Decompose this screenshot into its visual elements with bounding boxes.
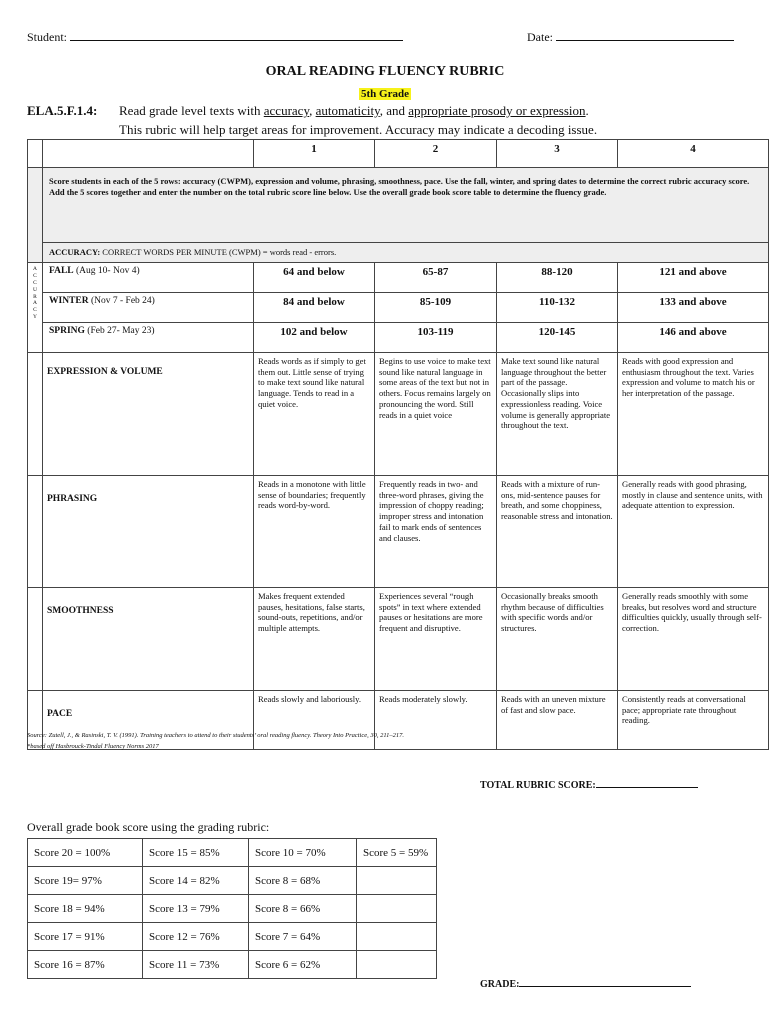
col-header-3: 3 (497, 140, 618, 168)
category-row-pace (28, 691, 769, 750)
score-cell: Score 20 = 100% (28, 839, 143, 867)
score-cell: Score 12 = 76% (143, 923, 249, 951)
accuracy-value: 121 and above (618, 263, 769, 293)
instructions-row (28, 168, 769, 243)
accuracy-value: 133 and above (618, 293, 769, 323)
score-cell (357, 951, 437, 979)
season-label: WINTER (Nov 7 - Feb 24) (43, 293, 254, 323)
category-desc: Reads with an uneven mixture of fast and slow pace. (497, 691, 618, 750)
category-desc: Reads in a monotone with little sense of boundaries; frequently reads word-by-word. (254, 476, 375, 588)
category-label: PACE (43, 691, 254, 750)
score-cell: Score 18 = 94% (28, 895, 143, 923)
accuracy-value: 88-120 (497, 263, 618, 293)
col-header-2: 2 (375, 140, 497, 168)
season-row-winter (28, 293, 769, 323)
grade-line (480, 979, 691, 990)
category-label: EXPRESSION & VOLUME (43, 353, 254, 476)
season-label: FALL (Aug 10- Nov 4) (43, 263, 254, 293)
accuracy-value: 64 and below (254, 263, 375, 293)
total-score-line (480, 780, 698, 791)
accuracy-description: ACCURACY: CORRECT WORDS PER MINUTE (CWPM) = words read - errors. (43, 243, 769, 263)
date-label: Date: (527, 30, 553, 44)
score-cell: Score 13 = 79% (143, 895, 249, 923)
side-blank (28, 168, 43, 263)
category-desc: Occasionally breaks smooth rhythm because of difficulties with specific words and/or structures. (497, 588, 618, 691)
category-desc: Consistently reads at conversational pace; appropriate rate throughout reading. (618, 691, 769, 750)
category-desc: Reads slowly and laboriously. (254, 691, 375, 750)
score-cell (357, 923, 437, 951)
category-row-smoothness (28, 588, 769, 691)
accuracy-value: 85-109 (375, 293, 497, 323)
side-blank (28, 353, 43, 476)
category-desc: Experiences several “rough spots” in text where extended pauses or hesitations are more frequent and disruptive. (375, 588, 497, 691)
season-label: SPRING (Feb 27- May 23) (43, 323, 254, 353)
rubric-table (27, 139, 769, 750)
score-row (28, 923, 437, 951)
score-row (28, 867, 437, 895)
score-table (27, 838, 437, 979)
date-blank[interactable] (556, 40, 734, 41)
grade-level: 5th Grade (361, 88, 409, 100)
score-cell: Score 17 = 91% (28, 923, 143, 951)
total-score-label: TOTAL RUBRIC SCORE: (480, 780, 596, 791)
student-line (27, 30, 403, 45)
accuracy-value: 102 and below (254, 323, 375, 353)
standard-note: This rubric will help target areas for improvement. Accuracy may indicate a decoding issue. (119, 122, 598, 137)
score-cell (357, 867, 437, 895)
score-cell: Score 10 = 70% (249, 839, 357, 867)
category-desc: Generally reads with good phrasing, mostly in clause and sentence units, with adequate attention to expression. (618, 476, 769, 588)
date-line (527, 30, 734, 45)
accuracy-vertical-label: A C C U R A C Y (28, 263, 43, 353)
score-cell (357, 895, 437, 923)
season-row-fall (28, 263, 769, 293)
score-cell: Score 7 = 64% (249, 923, 357, 951)
score-cell: Score 14 = 82% (143, 867, 249, 895)
category-row-expression (28, 353, 769, 476)
score-cell: Score 6 = 62% (249, 951, 357, 979)
header-blank (43, 140, 254, 168)
grade-label: GRADE: (480, 979, 520, 990)
standard-code: ELA.5.F.1.4: (27, 103, 98, 118)
accuracy-value: 65-87 (375, 263, 497, 293)
category-desc: Make text sound like natural language throughout the better part of the passage. Occasionally slips into expressionless reading. Voice volume is generally appropriate throughout the text. (497, 353, 618, 476)
score-cell: Score 8 = 68% (249, 867, 357, 895)
norms-note: *based off Hasbrouck-Tindal Fluency Norms 2017 (27, 743, 159, 750)
score-cell: Score 5 = 59% (357, 839, 437, 867)
category-row-phrasing (28, 476, 769, 588)
category-desc: Begins to use voice to make text sound like natural language in some areas of the text but not in others. Focus remains largely on pronouncing the word. Still reads in a quiet voice (375, 353, 497, 476)
season-row-spring (28, 323, 769, 353)
category-label: PHRASING (43, 476, 254, 588)
standard-text: Read grade level texts with accuracy, automaticity, and appropriate prosody or expression. (119, 103, 589, 118)
page-title: ORAL READING FLUENCY RUBRIC (265, 64, 505, 79)
score-cell: Score 11 = 73% (143, 951, 249, 979)
category-label: SMOOTHNESS (43, 588, 254, 691)
category-desc: Reads with a mixture of run-ons, mid-sentence pauses for breath, and some choppiness, reasonable stress and intonation. (497, 476, 618, 588)
category-desc: Reads moderately slowly. (375, 691, 497, 750)
accuracy-value: 110-132 (497, 293, 618, 323)
score-cell: Score 8 = 66% (249, 895, 357, 923)
category-desc: Frequently reads in two- and three-word phrases, giving the impression of choppy reading; improper stress and intonation fail to mark ends of sentences and clauses. (375, 476, 497, 588)
source-citation: Source: Zutell, J., & Rasinski, T. V. (1991). Training teachers to attend to their students’ oral reading fluency. Theory Into Practice, 30, 211–217. (27, 732, 405, 739)
accuracy-value: 146 and above (618, 323, 769, 353)
category-desc: Reads words as if simply to get them out. Little sense of trying to make text sound like natural language. Tends to read in a quiet voice. (254, 353, 375, 476)
category-desc: Reads with good expression and enthusiasm throughout the text. Varies expression and volume to match his or her interpretation of the passage. (618, 353, 769, 476)
side-blank (28, 476, 43, 588)
student-blank[interactable] (70, 40, 403, 41)
rubric-header-row (28, 140, 769, 168)
header-blank (28, 140, 43, 168)
accuracy-value: 103-119 (375, 323, 497, 353)
side-blank (28, 588, 43, 691)
total-score-blank[interactable] (596, 787, 698, 788)
grade-blank[interactable] (519, 986, 691, 987)
instructions-text: Score students in each of the 5 rows: accuracy (CWPM), expression and volume, phrasing, smoothness, pace. Use the fall, winter, and spring dates to determine the correct rubric accuracy score. Add the 5 scores together and enter the number on the total rubric score line below. Use the overall grade book score table to determine the fluency grade. (43, 168, 769, 243)
accuracy-value: 84 and below (254, 293, 375, 323)
category-desc: Generally reads smoothly with some breaks, but resolves word and structure difficulties quickly, usually through self-correction. (618, 588, 769, 691)
student-label: Student: (27, 30, 68, 44)
col-header-1: 1 (254, 140, 375, 168)
accuracy-row (28, 243, 769, 263)
score-cell: Score 19= 97% (28, 867, 143, 895)
category-desc: Makes frequent extended pauses, hesitations, false starts, sound-outs, repetitions, and/or multiple attempts. (254, 588, 375, 691)
side-blank (28, 691, 43, 750)
accuracy-value: 120-145 (497, 323, 618, 353)
score-row (28, 839, 437, 867)
score-cell: Score 16 = 87% (28, 951, 143, 979)
score-cell: Score 15 = 85% (143, 839, 249, 867)
col-header-4: 4 (618, 140, 769, 168)
score-row (28, 895, 437, 923)
overall-score-heading: Overall grade book score using the grading rubric: (27, 820, 270, 834)
score-row (28, 951, 437, 979)
